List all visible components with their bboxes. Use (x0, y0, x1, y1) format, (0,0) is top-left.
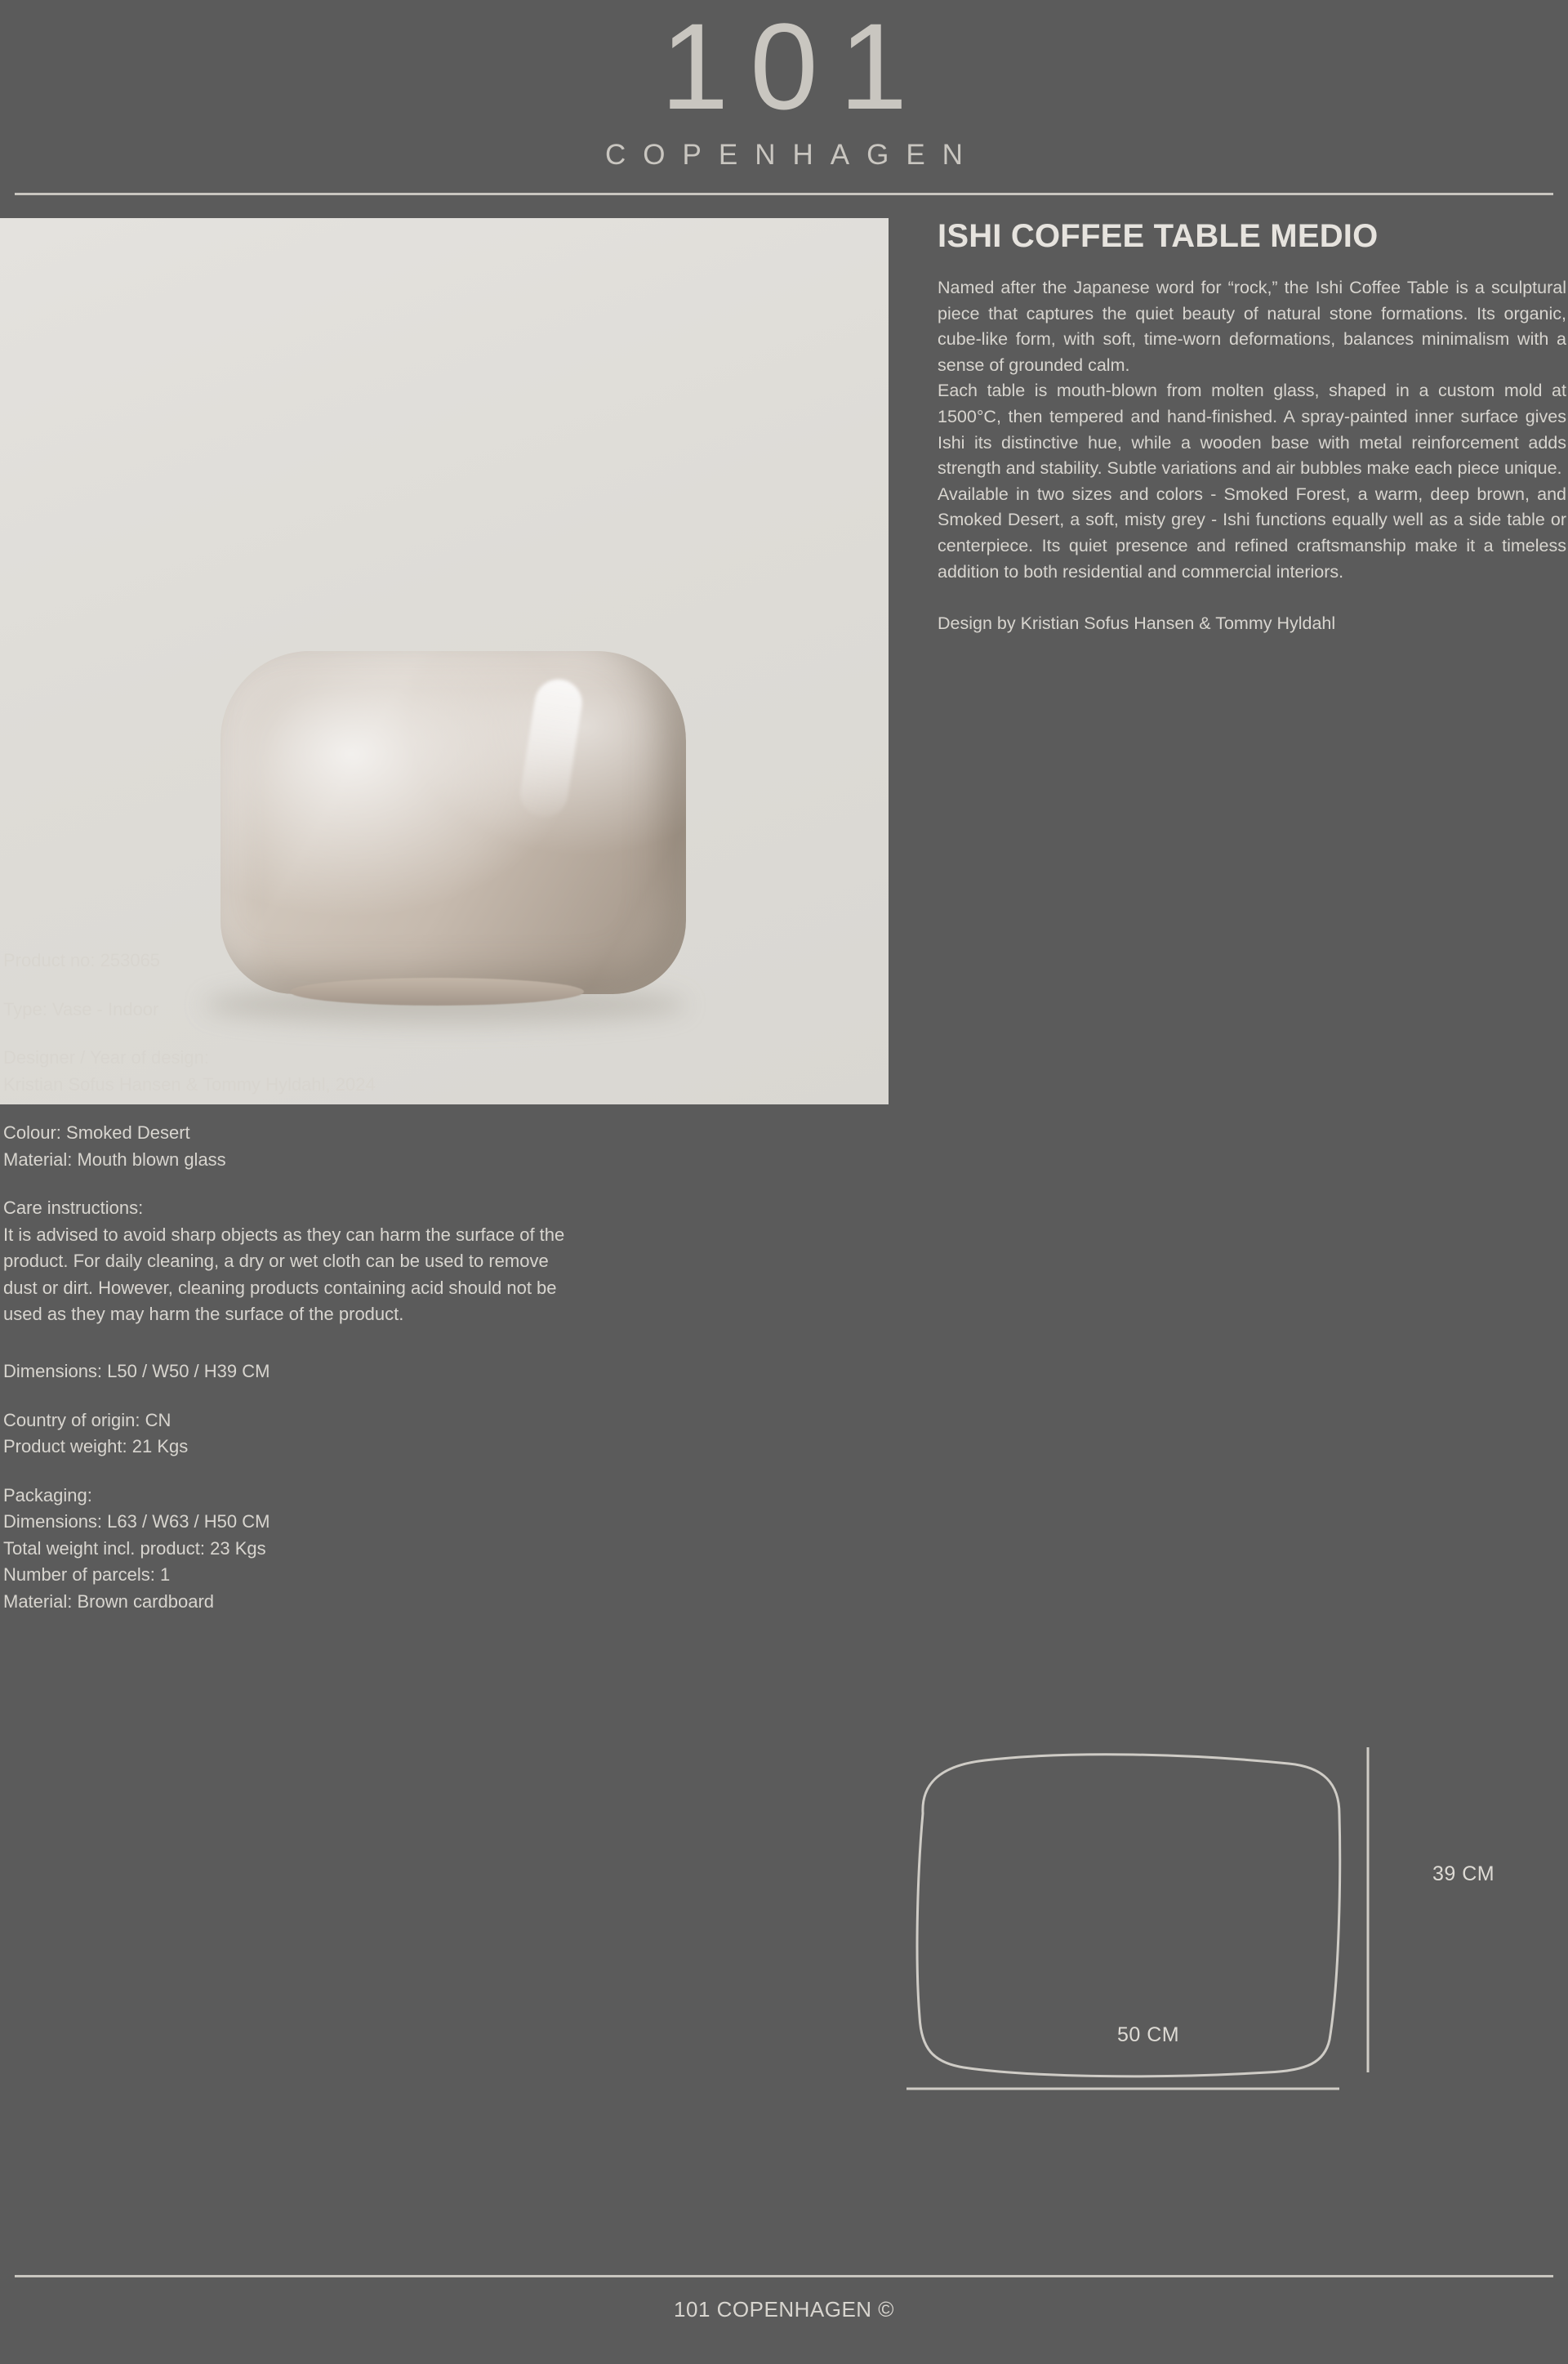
packaging-total-weight: Total weight incl. product: 23 Kgs (3, 1537, 266, 1559)
product-silhouette (220, 651, 686, 994)
colour-value: Colour: Smoked Desert (3, 1122, 190, 1144)
packaging-heading: Packaging: (3, 1484, 92, 1505)
spec-packaging (3, 1483, 624, 1616)
page-title: ISHI COFFEE TABLE MEDIO (938, 218, 1379, 254)
product-type: Type: Vase - Indoor (3, 998, 159, 1019)
description-paragraph-1: Named after the Japanese word for “rock,” the Ishi Coffee Table is a sculptural piece that captures the quiet beauty of natural stone formations. Its organic, cube-like form, with soft, time-worn deformations, balances minimalism with a sense of grounded calm. (938, 278, 1566, 375)
spec-care (3, 1195, 624, 1328)
product-highlight (517, 676, 586, 820)
brand-number: 101 (660, 0, 929, 135)
care-heading: Care instructions: (3, 1198, 144, 1219)
country-of-origin: Country of origin: CN (3, 1409, 172, 1430)
description-paragraph-3: Available in two sizes and colors - Smoked Forest, a warm, deep brown, and Smoked Desert, a soft, misty grey - Ishi functions equally well as a side table or centerpiece. Its quiet presence and refined craftsmanship make it a timeless addition to both residential and commercial interiors. (938, 484, 1566, 582)
spec-colour-material (3, 1120, 624, 1173)
specifications (3, 948, 624, 1637)
packaging-material: Material: Brown cardboard (3, 1590, 215, 1612)
spec-origin-weight (3, 1407, 624, 1461)
product-info (938, 218, 1568, 637)
product-weight: Product weight: 21 Kgs (3, 1436, 189, 1457)
technical-drawing (898, 1736, 1519, 2103)
height-label: 39 CM (1432, 1862, 1495, 1885)
description-paragraph-2: Each table is mouth-blown from molten glass, shaped in a custom mold at 1500°C, then tempered and hand-finished. A spray-painted inner surface gives Ishi its distinctive hue, while a wooden base with metal reinforcement adds strength and stability. Subtle variations and air bubbles make each piece unique. (938, 381, 1566, 479)
width-label: 50 CM (1117, 2023, 1180, 2046)
packaging-dimensions: Dimensions: L63 / W63 / H50 CM (3, 1511, 270, 1532)
designer-heading: Designer / Year of design: (3, 1047, 209, 1068)
design-credit: Design by Kristian Sofus Hansen & Tommy Hyldahl (938, 613, 1336, 634)
page-header (0, 0, 1568, 172)
product-number: Product no: 253065 (3, 950, 161, 970)
care-body: It is advised to avoid sharp objects as they can harm the surface of the product. For daily cleaning, a dry or wet cloth can be used to remove dust or dirt. However, cleaning products containing acid should not be used as they may harm the surface of the product. (3, 1224, 565, 1325)
footer-copyright: 101 COPENHAGEN © (674, 2297, 894, 2322)
spec-type (3, 997, 624, 1024)
footer-divider (15, 2275, 1553, 2277)
dimensions-value: Dimensions: L50 / W50 / H39 CM (3, 1361, 270, 1382)
header-divider (15, 193, 1553, 195)
spec-designer (3, 1045, 624, 1098)
spec-dimensions (3, 1358, 624, 1385)
spec-product-no (3, 948, 624, 975)
designer-value: Kristian Sofus Hansen & Tommy Hyldahl, 2024 (3, 1073, 376, 1095)
drawing-svg (898, 1736, 1519, 2103)
brand-wordmark: COPENHAGEN (605, 139, 980, 171)
packaging-parcels: Number of parcels: 1 (3, 1564, 171, 1586)
material-value: Material: Mouth blown glass (3, 1149, 226, 1170)
